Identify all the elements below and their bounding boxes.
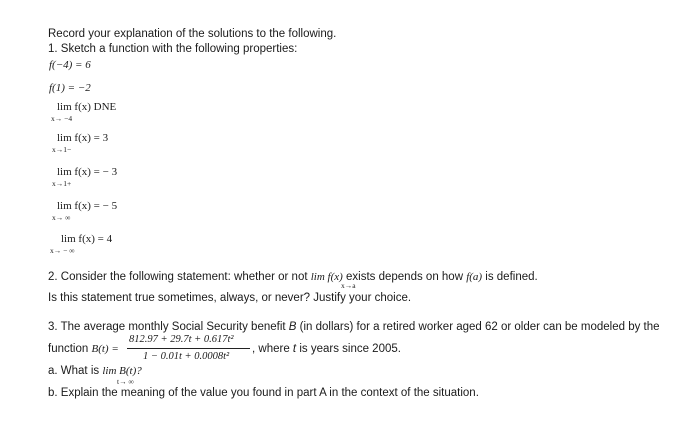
limit-2: lim f(x) = 3 xyxy=(57,132,109,144)
limit-4: lim f(x) = − 5 xyxy=(57,200,118,212)
question-3-line1 xyxy=(48,320,660,334)
limit-2-subscript: x→1− xyxy=(52,145,72,154)
function-pre: function xyxy=(48,343,92,355)
question-2-line2: Is this statement true sometimes, always, or never? Justify your choice. xyxy=(48,292,412,304)
q2-limit: lim f(x) xyxy=(310,271,343,283)
question-2-text xyxy=(48,270,538,284)
property-f-1: f(1) = −2 xyxy=(49,82,91,94)
intro-text: Record your explanation of the solutions to the following. xyxy=(48,28,337,40)
q2-pre: 2. Consider the following statement: whether or not xyxy=(48,271,311,283)
limit-3-subscript: x→1+ xyxy=(52,179,72,188)
part-a xyxy=(48,364,142,378)
q3-line1-a: 3. The average monthly Social Security benefit xyxy=(48,321,289,333)
function-where xyxy=(252,342,401,356)
part-a-limit: lim B(t)? xyxy=(102,365,142,377)
limit-1-subscript: x→ −4 xyxy=(51,114,73,123)
function-lhs: B(t) = xyxy=(91,343,119,355)
property-f-neg4: f(−4) = 6 xyxy=(49,59,91,71)
part-a-subscript: t→ ∞ xyxy=(117,377,134,386)
function-label xyxy=(48,342,119,356)
limit-4-subscript: x→ ∞ xyxy=(52,213,71,222)
limit-5-subscript: x→ − ∞ xyxy=(50,246,75,255)
limit-3: lim f(x) = − 3 xyxy=(57,166,118,178)
fraction-denominator: 1 − 0.01t + 0.0008t² xyxy=(143,351,230,362)
where-b: is years since 2005. xyxy=(296,343,401,355)
q3-B: B xyxy=(288,321,297,333)
where-t: t xyxy=(292,343,297,355)
limit-1: lim f(x) DNE xyxy=(57,101,117,113)
fraction-bar xyxy=(127,348,250,349)
where-a: , where xyxy=(252,343,293,355)
part-a-pre: a. What is xyxy=(48,365,103,377)
limit-5: lim f(x) = 4 xyxy=(61,233,113,245)
question-1-text: 1. Sketch a function with the following properties: xyxy=(48,43,298,55)
q2-post: is defined. xyxy=(482,271,538,283)
fraction-numerator: 812.97 + 29.7t + 0.617t² xyxy=(129,334,234,345)
q2-fa: f(a) xyxy=(466,271,483,283)
q3-line1-b: (in dollars) for a retired worker aged 62 or older can be modeled by the xyxy=(296,321,660,333)
q2-mid: exists depends on how xyxy=(342,271,467,283)
part-b: b. Explain the meaning of the value you found in part A in the context of the situation. xyxy=(48,387,479,399)
q2-limit-subscript: x→a xyxy=(341,281,356,290)
